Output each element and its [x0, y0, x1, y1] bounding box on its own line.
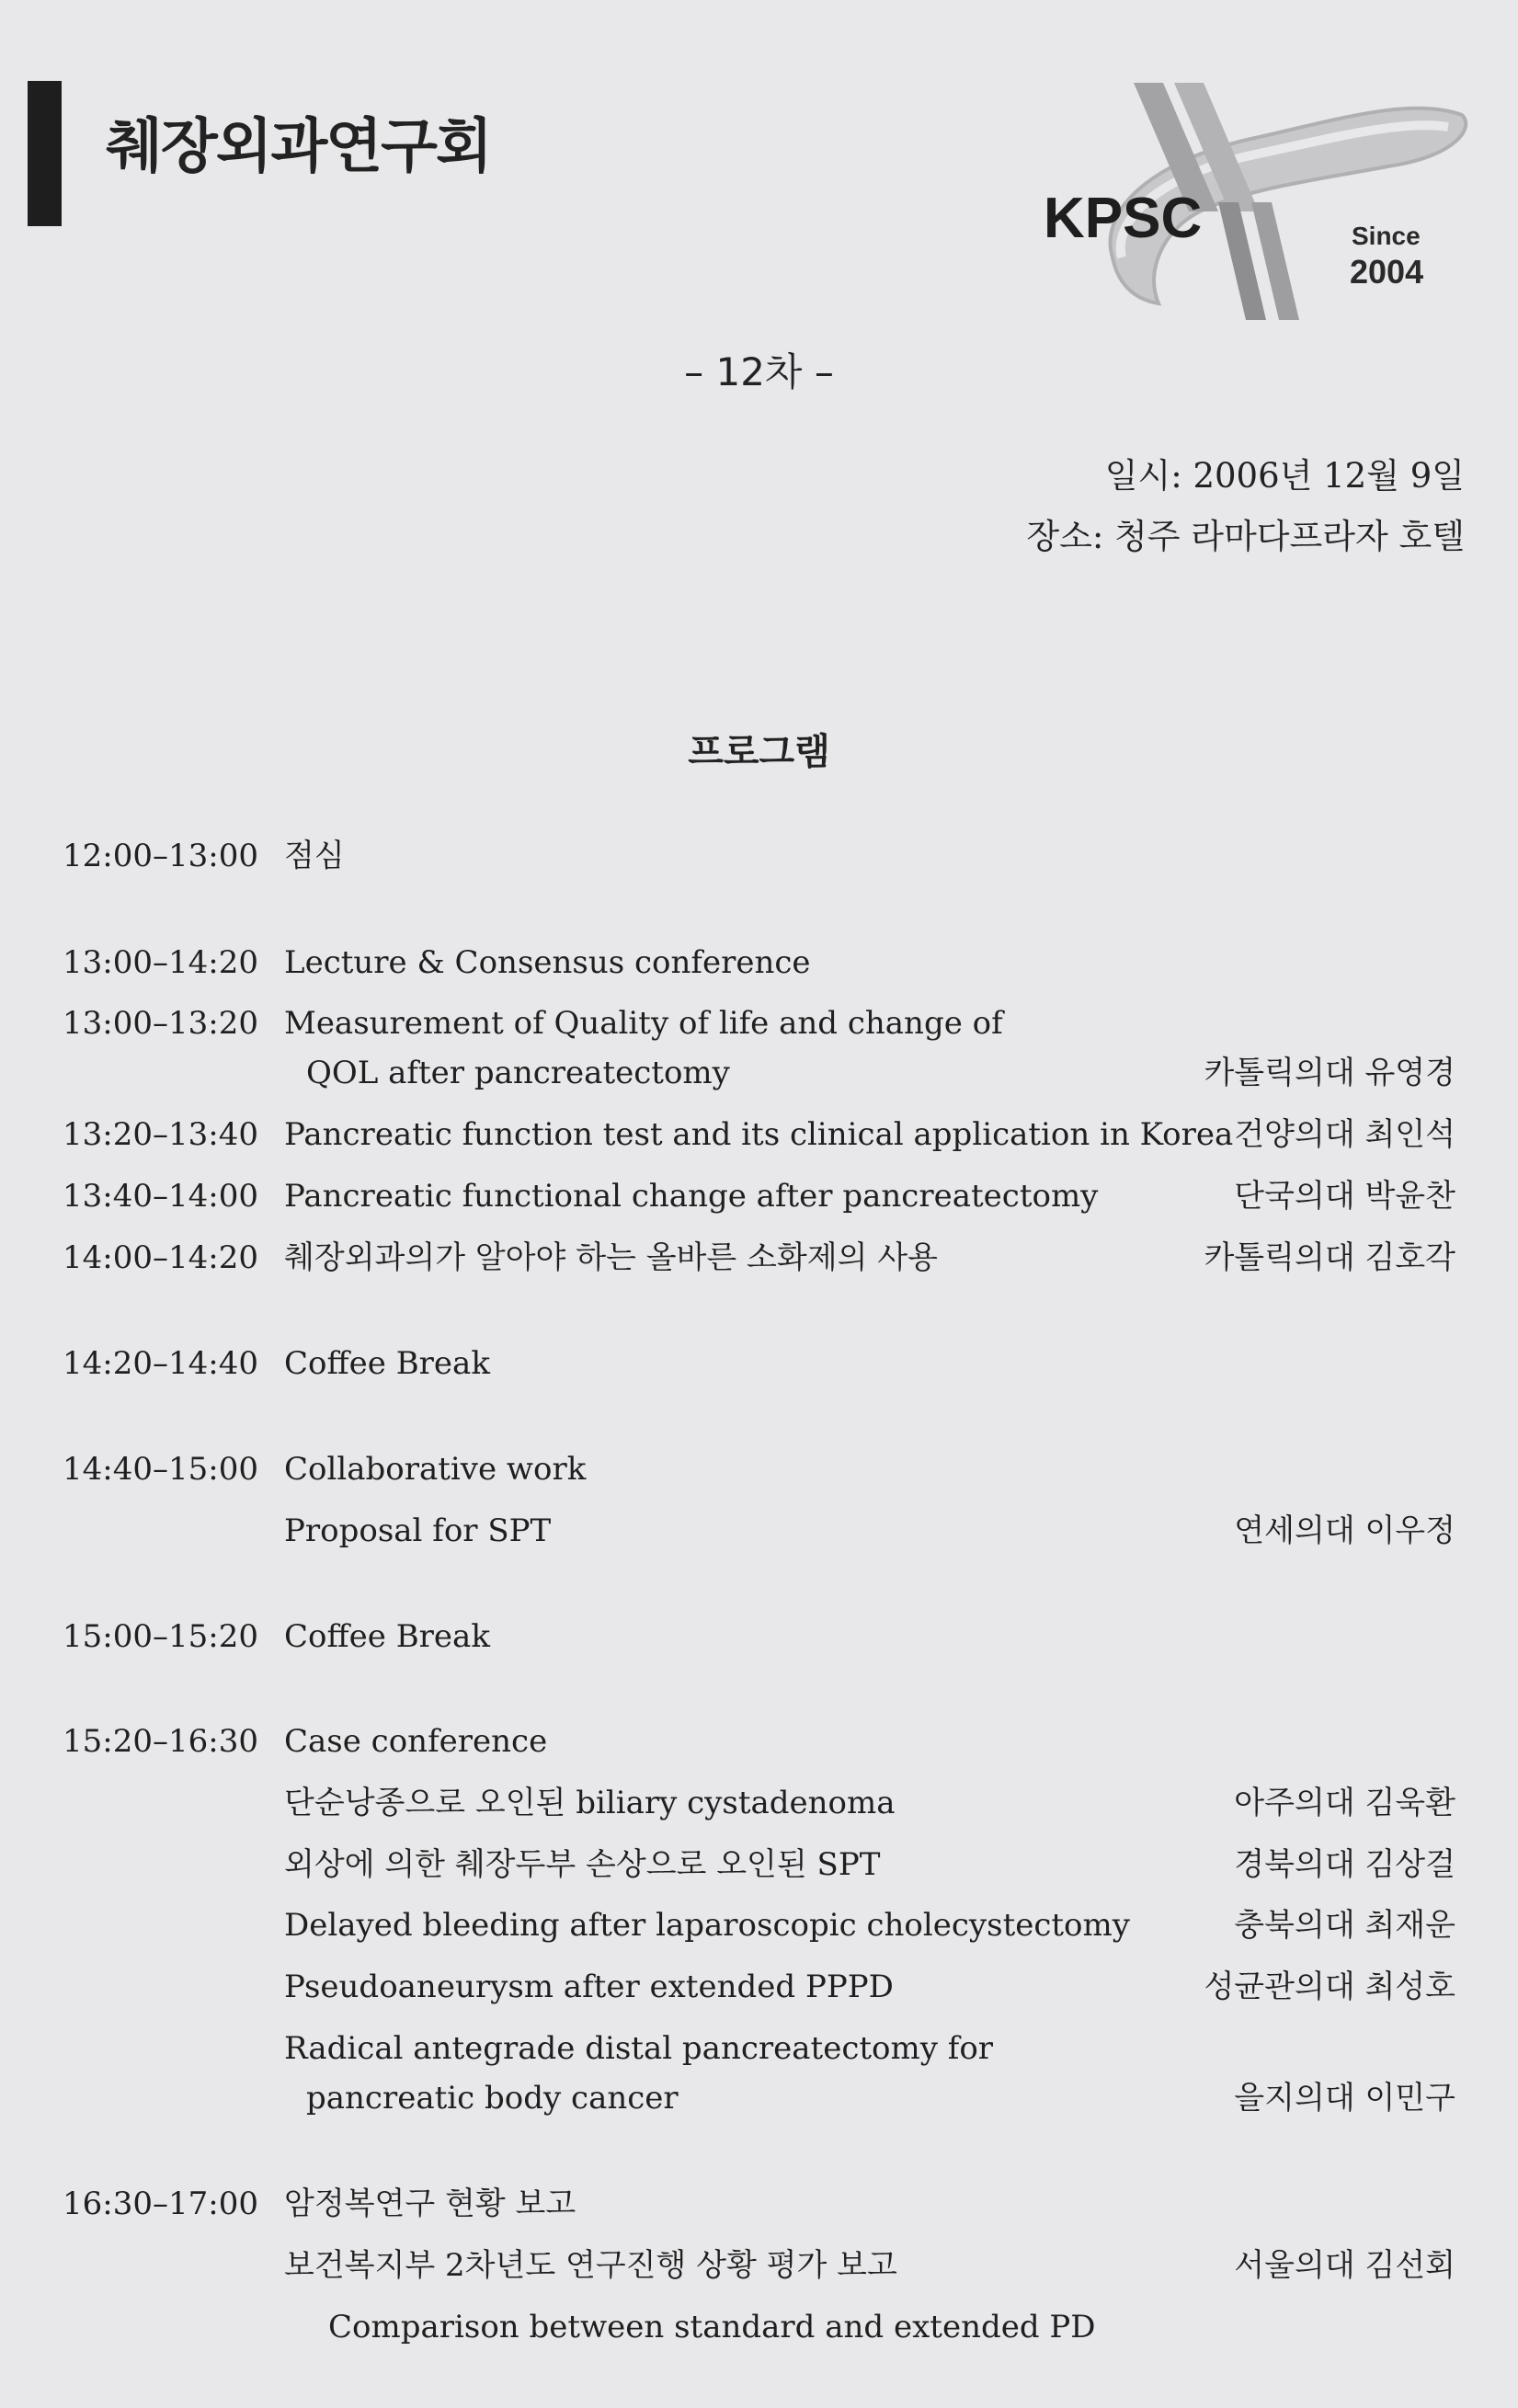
row-time: 13:20–13:40 [63, 1116, 258, 1153]
row-desc: Radical antegrade distal pancreatectomy for [284, 2030, 994, 2067]
row-time: 13:00–14:20 [63, 944, 258, 981]
row-desc: Case conference [284, 1723, 548, 1760]
schedule-row [0, 1047, 1518, 1099]
schedule-row [0, 998, 1518, 1049]
row-speaker: 건양의대 최인석 [1234, 1116, 1455, 1153]
session-number: – 12차 – [684, 349, 834, 394]
logo-acronym: KPSC [1044, 187, 1203, 250]
schedule-row [0, 1338, 1518, 1389]
row-desc: Measurement of Quality of life and change of [284, 1005, 1003, 1042]
row-time: 14:40–15:00 [63, 1451, 258, 1488]
schedule-row [0, 1777, 1518, 1829]
row-desc: 점심 [284, 838, 345, 874]
row-desc: 단순낭종으로 오인된 biliary cystadenoma [284, 1785, 896, 1821]
row-time: 14:00–14:20 [63, 1239, 258, 1276]
schedule-row [0, 1716, 1518, 1767]
schedule-row [0, 2240, 1518, 2291]
row-desc: QOL after pancreatectomy [306, 1055, 730, 1091]
schedule-row [0, 1232, 1518, 1284]
row-speaker: 서울의대 김선회 [1234, 2247, 1455, 2284]
row-speaker: 연세의대 이우정 [1234, 1512, 1455, 1549]
row-time: 15:00–15:20 [63, 1618, 258, 1655]
row-desc: pancreatic body cancer [306, 2080, 679, 2117]
row-desc: 췌장외과의가 알아야 하는 올바른 소화제의 사용 [284, 1239, 938, 1276]
schedule-row [0, 1961, 1518, 2013]
page-title: 췌장외과연구회 [106, 113, 491, 181]
schedule-row [0, 937, 1518, 988]
row-desc: Collaborative work [284, 1451, 587, 1488]
row-desc: Proposal for SPT [284, 1512, 552, 1549]
row-speaker: 충북의대 최재운 [1234, 1907, 1455, 1944]
logo-since-year: 2004 [1350, 253, 1424, 291]
row-time: 12:00–13:00 [63, 838, 258, 874]
row-speaker: 을지의대 이민구 [1234, 2080, 1455, 2117]
schedule-row [0, 1170, 1518, 1222]
program-heading: 프로그램 [688, 731, 830, 773]
schedule-row [0, 2072, 1518, 2124]
row-desc: 암정복연구 현황 보고 [284, 2185, 576, 2222]
row-desc: 외상에 의한 췌장두부 손상으로 오인된 SPT [284, 1846, 881, 1883]
row-desc: Pseudoaneurysm after extended PPPD [284, 1969, 894, 2005]
row-desc: Comparison between standard and extended PD [328, 2309, 1096, 2345]
schedule-row [0, 2178, 1518, 2230]
row-time: 14:20–14:40 [63, 1345, 258, 1382]
schedule-row [0, 2301, 1518, 2353]
schedule-row [0, 1109, 1518, 1160]
row-time: 15:20–16:30 [63, 1723, 258, 1760]
event-date: 일시: 2006년 12월 9일 [1104, 456, 1465, 496]
row-desc: Delayed bleeding after laparoscopic cholecystectomy [284, 1907, 1130, 1944]
row-time: 13:40–14:00 [63, 1178, 258, 1215]
row-time: 16:30–17:00 [63, 2185, 258, 2222]
schedule-row [0, 1900, 1518, 1951]
row-desc: Coffee Break [284, 1618, 490, 1655]
row-speaker: 카톨릭의대 김호각 [1204, 1239, 1455, 1276]
row-desc: Lecture & Consensus conference [284, 944, 811, 981]
schedule-row [0, 1444, 1518, 1495]
schedule-row [0, 1505, 1518, 1557]
row-desc: 보건복지부 2차년도 연구진행 상황 평가 보고 [284, 2247, 897, 2284]
title-accent-bar [28, 81, 62, 226]
row-speaker: 경북의대 김상걸 [1234, 1846, 1455, 1883]
kpsc-logo [1025, 74, 1476, 331]
row-speaker: 성균관의대 최성호 [1204, 1969, 1455, 2005]
row-time: 13:00–13:20 [63, 1005, 258, 1042]
schedule-row [0, 1839, 1518, 1890]
schedule-row [0, 830, 1518, 882]
schedule-row [0, 2023, 1518, 2074]
row-speaker: 단국의대 박윤찬 [1234, 1178, 1455, 1215]
schedule-row [0, 1611, 1518, 1662]
row-speaker: 카톨릭의대 유영경 [1204, 1055, 1455, 1091]
row-desc: Coffee Break [284, 1345, 490, 1382]
row-desc: Pancreatic function test and its clinical application in Korea [284, 1116, 1234, 1153]
row-speaker: 아주의대 김욱환 [1234, 1785, 1455, 1821]
row-desc: Pancreatic functional change after pancreatectomy [284, 1178, 1099, 1215]
logo-since-label: Since [1352, 222, 1421, 250]
event-venue: 장소: 청주 라마다프라자 호텔 [1026, 517, 1465, 556]
